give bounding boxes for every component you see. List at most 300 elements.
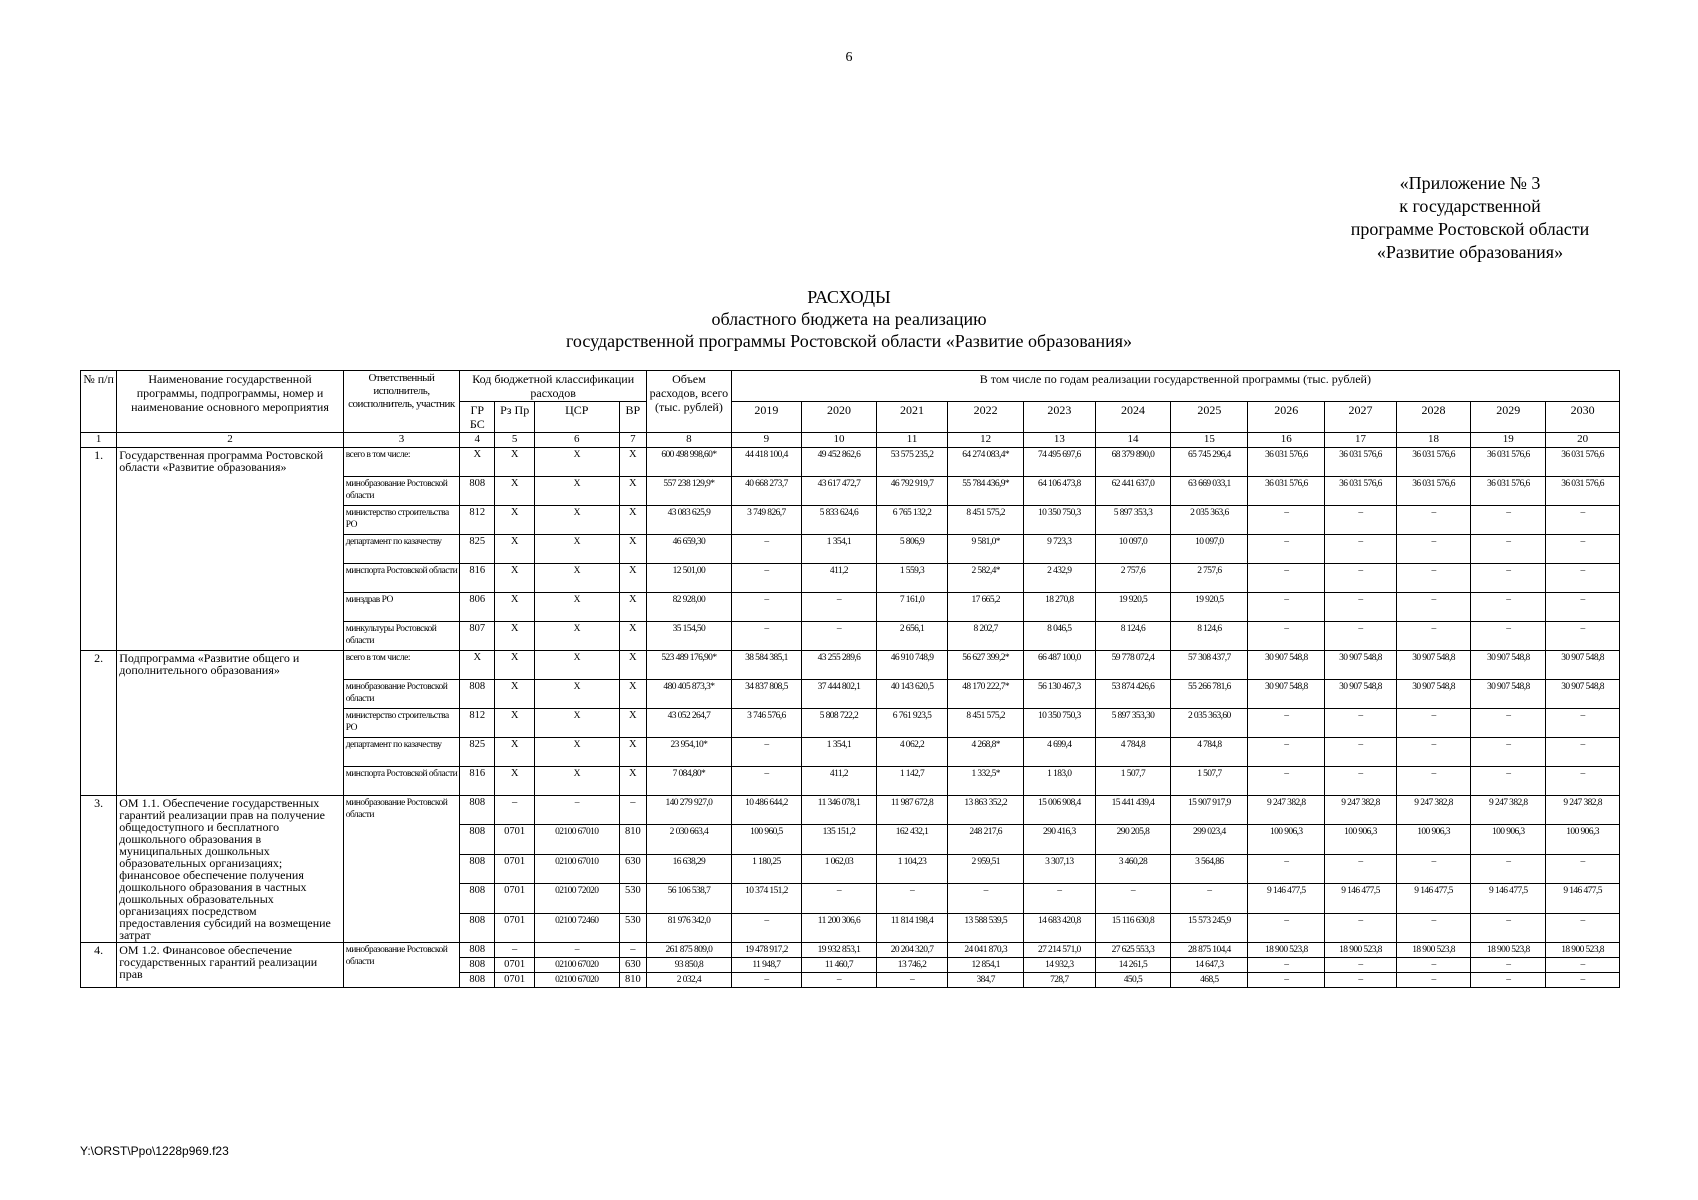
cell-year-value: 10 350 750,3: [1024, 709, 1095, 738]
cell-year-value: 9 146 477,5: [1325, 884, 1396, 913]
cell-year-value: 12 854,1: [948, 958, 1024, 973]
cell-csr: 02100 72020: [534, 884, 619, 913]
cell-year-value: –: [802, 622, 877, 651]
cell-year-value: –: [1396, 622, 1471, 651]
cell-rzpr: 0701: [495, 884, 535, 913]
header-grbs: ГР БС: [460, 402, 495, 433]
cell-year-value: 30 907 548,8: [1546, 680, 1620, 709]
row-executor: минобразование Ростовской области: [343, 943, 460, 988]
cell-year-value: 46 910 748,9: [876, 651, 947, 680]
appendix-line-4: «Развитие образования»: [1376, 242, 1564, 262]
cell-year-value: 100 906,3: [1248, 825, 1325, 854]
cell-year-value: –: [1546, 973, 1620, 988]
cell-year-value: 36 031 576,6: [1325, 448, 1396, 477]
cell-year-value: 44 418 100,4: [731, 448, 801, 477]
cell-grbs: 816: [460, 564, 495, 593]
cell-csr: 02100 67010: [534, 825, 619, 854]
cell-year-value: 11 200 306,6: [802, 913, 877, 942]
cell-year-value: 18 900 523,8: [1546, 943, 1620, 958]
column-index: 9: [731, 433, 801, 448]
cell-csr: X: [534, 477, 619, 506]
cell-year-value: 6 765 132,2: [876, 506, 947, 535]
cell-year-value: –: [1248, 535, 1325, 564]
table-row: [81, 796, 1620, 825]
cell-year-value: 8 202,7: [948, 622, 1024, 651]
cell-year-value: 55 266 781,6: [1171, 680, 1248, 709]
cell-year-value: –: [1248, 913, 1325, 942]
cell-year-value: 43 617 472,7: [802, 477, 877, 506]
cell-grbs: X: [460, 448, 495, 477]
cell-year-value: 8 046,5: [1024, 622, 1095, 651]
cell-year-value: –: [1546, 506, 1620, 535]
cell-year-value: 10 097,0: [1171, 535, 1248, 564]
cell-year-value: –: [1248, 593, 1325, 622]
cell-year-value: –: [731, 593, 801, 622]
cell-total: 140 279 927,0: [647, 796, 732, 825]
cell-year-value: –: [1396, 564, 1471, 593]
cell-rzpr: –: [495, 796, 535, 825]
cell-year-value: 9 247 382,8: [1248, 796, 1325, 825]
cell-year-value: –: [1396, 973, 1471, 988]
cell-year-value: 450,5: [1095, 973, 1171, 988]
cell-year-value: –: [1248, 506, 1325, 535]
cell-vr: X: [619, 535, 647, 564]
cell-year-value: –: [731, 535, 801, 564]
cell-year-value: 2 757,6: [1171, 564, 1248, 593]
column-index: 11: [876, 433, 947, 448]
cell-year-value: 57 308 437,7: [1171, 651, 1248, 680]
row-number: 2.: [81, 651, 117, 796]
cell-year-value: –: [1248, 738, 1325, 767]
cell-grbs: X: [460, 651, 495, 680]
cell-year-value: 290 205,8: [1095, 825, 1171, 854]
header-code-group: Код бюджетной классификации расходов: [460, 371, 647, 402]
cell-year-value: 15 116 630,8: [1095, 913, 1171, 942]
cell-year-value: –: [1325, 973, 1396, 988]
cell-year-value: 20 204 320,7: [876, 943, 947, 958]
cell-year-value: 10 097,0: [1095, 535, 1171, 564]
cell-year-value: 36 031 576,6: [1325, 477, 1396, 506]
cell-year-value: 34 837 808,5: [731, 680, 801, 709]
cell-year-value: –: [1325, 738, 1396, 767]
header-num: № п/п: [81, 371, 117, 433]
cell-year-value: –: [1248, 973, 1325, 988]
cell-csr: –: [534, 796, 619, 825]
cell-grbs: 808: [460, 958, 495, 973]
cell-total: 46 659,30: [647, 535, 732, 564]
row-executor: всего в том числе:: [343, 448, 460, 477]
column-index: 2: [117, 433, 343, 448]
cell-year-value: 74 495 697,6: [1024, 448, 1095, 477]
cell-year-value: 30 907 548,8: [1248, 651, 1325, 680]
cell-rzpr: 0701: [495, 958, 535, 973]
cell-year-value: –: [1325, 709, 1396, 738]
cell-year-value: 30 907 548,8: [1248, 680, 1325, 709]
header-executor: Ответственный исполнитель, соисполнитель, участник: [343, 371, 460, 433]
table-row: [81, 448, 1620, 477]
row-executor: департамент по казачеству: [343, 535, 460, 564]
cell-year-value: –: [1248, 958, 1325, 973]
cell-vr: 810: [619, 825, 647, 854]
column-index: 10: [802, 433, 877, 448]
cell-year-value: 5 897 353,30: [1095, 709, 1171, 738]
cell-year-value: 30 907 548,8: [1471, 680, 1546, 709]
cell-year-value: 3 460,28: [1095, 854, 1171, 883]
cell-vr: 530: [619, 884, 647, 913]
header-year: 2023: [1024, 402, 1095, 433]
cell-vr: 530: [619, 913, 647, 942]
cell-vr: X: [619, 506, 647, 535]
cell-year-value: 10 374 151,2: [731, 884, 801, 913]
cell-csr: X: [534, 651, 619, 680]
column-index: 17: [1325, 433, 1396, 448]
row-name: Подпрограмма «Развитие общего и дополнительного образования»: [117, 651, 343, 796]
cell-year-value: 411,2: [802, 564, 877, 593]
cell-year-value: 15 573 245,9: [1171, 913, 1248, 942]
cell-rzpr: X: [495, 622, 535, 651]
cell-rzpr: X: [495, 506, 535, 535]
cell-year-value: –: [948, 884, 1024, 913]
cell-year-value: –: [1095, 884, 1171, 913]
cell-csr: X: [534, 564, 619, 593]
cell-year-value: 14 261,5: [1095, 958, 1171, 973]
cell-grbs: 808: [460, 973, 495, 988]
row-executor: минкультуры Ростовской области: [343, 622, 460, 651]
cell-grbs: 825: [460, 535, 495, 564]
cell-year-value: 27 625 553,3: [1095, 943, 1171, 958]
column-index: 7: [619, 433, 647, 448]
cell-year-value: –: [1325, 913, 1396, 942]
cell-year-value: 30 907 548,8: [1471, 651, 1546, 680]
cell-year-value: 40 668 273,7: [731, 477, 801, 506]
cell-year-value: 2 432,9: [1024, 564, 1095, 593]
cell-year-value: 53 874 426,6: [1095, 680, 1171, 709]
cell-year-value: –: [1546, 593, 1620, 622]
cell-grbs: 825: [460, 738, 495, 767]
cell-rzpr: –: [495, 943, 535, 958]
cell-total: 81 976 342,0: [647, 913, 732, 942]
cell-year-value: 3 564,86: [1171, 854, 1248, 883]
cell-vr: 810: [619, 973, 647, 988]
cell-grbs: 808: [460, 854, 495, 883]
cell-year-value: –: [1396, 913, 1471, 942]
cell-year-value: 5 897 353,3: [1095, 506, 1171, 535]
cell-year-value: –: [1546, 564, 1620, 593]
cell-year-value: –: [1325, 767, 1396, 796]
cell-year-value: 15 441 439,4: [1095, 796, 1171, 825]
cell-vr: X: [619, 680, 647, 709]
cell-year-value: 1 332,5*: [948, 767, 1024, 796]
header-year: 2028: [1396, 402, 1471, 433]
file-path-footer: Y:\ORST\Ppo\1228p969.f23: [80, 1144, 229, 1158]
cell-year-value: 13 588 539,5: [948, 913, 1024, 942]
cell-csr: X: [534, 535, 619, 564]
cell-year-value: –: [1024, 884, 1095, 913]
row-executor: минспорта Ростовской области: [343, 564, 460, 593]
cell-year-value: 18 900 523,8: [1396, 943, 1471, 958]
cell-rzpr: 0701: [495, 825, 535, 854]
cell-year-value: –: [731, 738, 801, 767]
cell-csr: X: [534, 680, 619, 709]
cell-year-value: –: [1325, 535, 1396, 564]
cell-csr: X: [534, 767, 619, 796]
cell-year-value: 10 486 644,2: [731, 796, 801, 825]
cell-year-value: 1 354,1: [802, 738, 877, 767]
cell-csr: –: [534, 943, 619, 958]
cell-year-value: –: [1471, 854, 1546, 883]
cell-year-value: 37 444 802,1: [802, 680, 877, 709]
column-index: 19: [1471, 433, 1546, 448]
cell-vr: 630: [619, 854, 647, 883]
table-row: [81, 651, 1620, 680]
cell-total: 2 032,4: [647, 973, 732, 988]
header-year: 2021: [876, 402, 947, 433]
header-year: 2019: [731, 402, 801, 433]
cell-vr: X: [619, 477, 647, 506]
cell-year-value: –: [1396, 593, 1471, 622]
cell-year-value: 14 932,3: [1024, 958, 1095, 973]
cell-year-value: 18 270,8: [1024, 593, 1095, 622]
cell-year-value: 290 416,3: [1024, 825, 1095, 854]
cell-year-value: 1 104,23: [876, 854, 947, 883]
cell-year-value: 65 745 296,4: [1171, 448, 1248, 477]
cell-year-value: 14 647,3: [1171, 958, 1248, 973]
cell-year-value: 1 183,0: [1024, 767, 1095, 796]
cell-year-value: 10 350 750,3: [1024, 506, 1095, 535]
cell-year-value: –: [1546, 913, 1620, 942]
cell-year-value: 15 907 917,9: [1171, 796, 1248, 825]
header-csr: ЦСР: [534, 402, 619, 433]
cell-total: 82 928,00: [647, 593, 732, 622]
cell-year-value: –: [1471, 564, 1546, 593]
cell-year-value: –: [876, 973, 947, 988]
cell-total: 93 850,8: [647, 958, 732, 973]
cell-year-value: 36 031 576,6: [1248, 477, 1325, 506]
cell-year-value: 299 023,4: [1171, 825, 1248, 854]
cell-year-value: 59 778 072,4: [1095, 651, 1171, 680]
cell-total: 7 084,80*: [647, 767, 732, 796]
cell-year-value: 28 875 104,4: [1171, 943, 1248, 958]
cell-rzpr: X: [495, 767, 535, 796]
cell-year-value: 9 146 477,5: [1396, 884, 1471, 913]
cell-year-value: 100 960,5: [731, 825, 801, 854]
cell-rzpr: X: [495, 709, 535, 738]
cell-year-value: 9 581,0*: [948, 535, 1024, 564]
cell-grbs: 808: [460, 913, 495, 942]
cell-year-value: 2 582,4*: [948, 564, 1024, 593]
cell-year-value: 9 247 382,8: [1471, 796, 1546, 825]
cell-year-value: –: [731, 767, 801, 796]
header-rzpr: Рз Пр: [495, 402, 535, 433]
cell-year-value: 36 031 576,6: [1471, 477, 1546, 506]
cell-year-value: 5 808 722,2: [802, 709, 877, 738]
cell-year-value: 14 683 420,8: [1024, 913, 1095, 942]
cell-year-value: 30 907 548,8: [1325, 680, 1396, 709]
cell-year-value: 30 907 548,8: [1325, 651, 1396, 680]
cell-csr: X: [534, 622, 619, 651]
cell-rzpr: X: [495, 680, 535, 709]
cell-year-value: 36 031 576,6: [1248, 448, 1325, 477]
cell-rzpr: 0701: [495, 913, 535, 942]
cell-year-value: 9 247 382,8: [1396, 796, 1471, 825]
header-vr: ВР: [619, 402, 647, 433]
cell-year-value: 19 478 917,2: [731, 943, 801, 958]
cell-year-value: –: [1471, 535, 1546, 564]
cell-total: 600 498 998,60*: [647, 448, 732, 477]
cell-year-value: 11 346 078,1: [802, 796, 877, 825]
appendix-caption: [1320, 172, 1620, 264]
cell-vr: X: [619, 622, 647, 651]
column-index: 15: [1171, 433, 1248, 448]
cell-year-value: –: [1396, 709, 1471, 738]
cell-rzpr: X: [495, 593, 535, 622]
header-year: 2026: [1248, 402, 1325, 433]
cell-year-value: 46 792 919,7: [876, 477, 947, 506]
cell-year-value: 24 041 870,3: [948, 943, 1024, 958]
row-number: 3.: [81, 796, 117, 943]
cell-year-value: –: [1325, 958, 1396, 973]
header-years-group: В том числе по годам реализации государственной программы (тыс. рублей): [731, 371, 1619, 402]
column-index: 18: [1396, 433, 1471, 448]
cell-year-value: 3 749 826,7: [731, 506, 801, 535]
cell-year-value: 135 151,2: [802, 825, 877, 854]
cell-rzpr: X: [495, 564, 535, 593]
cell-year-value: 100 906,3: [1396, 825, 1471, 854]
cell-year-value: 27 214 571,0: [1024, 943, 1095, 958]
cell-year-value: 30 907 548,8: [1396, 680, 1471, 709]
cell-csr: 02100 67020: [534, 973, 619, 988]
cell-year-value: 66 487 100,0: [1024, 651, 1095, 680]
cell-year-value: 63 669 033,1: [1171, 477, 1248, 506]
cell-year-value: 11 948,7: [731, 958, 801, 973]
appendix-line-2: к государственной: [1399, 196, 1541, 216]
cell-year-value: –: [1396, 506, 1471, 535]
cell-year-value: 3 307,13: [1024, 854, 1095, 883]
cell-year-value: –: [1325, 854, 1396, 883]
cell-year-value: –: [1396, 738, 1471, 767]
cell-year-value: –: [802, 593, 877, 622]
cell-year-value: 4 268,8*: [948, 738, 1024, 767]
cell-year-value: 100 906,3: [1325, 825, 1396, 854]
header-year: 2030: [1546, 402, 1620, 433]
cell-year-value: 19 932 853,1: [802, 943, 877, 958]
cell-total: 56 106 538,7: [647, 884, 732, 913]
cell-year-value: –: [1325, 622, 1396, 651]
cell-year-value: –: [731, 564, 801, 593]
cell-rzpr: 0701: [495, 973, 535, 988]
cell-year-value: –: [1248, 709, 1325, 738]
header-year: 2025: [1171, 402, 1248, 433]
cell-year-value: 48 170 222,7*: [948, 680, 1024, 709]
cell-year-value: –: [1171, 884, 1248, 913]
cell-year-value: 19 920,5: [1095, 593, 1171, 622]
cell-year-value: 18 900 523,8: [1325, 943, 1396, 958]
column-index: 6: [534, 433, 619, 448]
cell-rzpr: X: [495, 535, 535, 564]
cell-year-value: 68 379 890,0: [1095, 448, 1171, 477]
cell-total: 261 875 809,0: [647, 943, 732, 958]
cell-year-value: –: [1325, 506, 1396, 535]
cell-year-value: 8 451 575,2: [948, 709, 1024, 738]
cell-year-value: 1 180,25: [731, 854, 801, 883]
cell-year-value: 18 900 523,8: [1248, 943, 1325, 958]
cell-year-value: 100 906,3: [1546, 825, 1620, 854]
row-executor: министерство строительства РО: [343, 506, 460, 535]
cell-year-value: 38 584 385,1: [731, 651, 801, 680]
cell-grbs: 806: [460, 593, 495, 622]
cell-year-value: 248 217,6: [948, 825, 1024, 854]
row-executor: минобразование Ростовской области: [343, 680, 460, 709]
row-executor: департамент по казачеству: [343, 738, 460, 767]
cell-year-value: 9 146 477,5: [1248, 884, 1325, 913]
cell-year-value: 5 833 624,6: [802, 506, 877, 535]
cell-year-value: 8 124,6: [1171, 622, 1248, 651]
cell-year-value: 30 907 548,8: [1396, 651, 1471, 680]
cell-year-value: –: [1471, 709, 1546, 738]
cell-grbs: 808: [460, 796, 495, 825]
cell-rzpr: X: [495, 651, 535, 680]
header-year: 2024: [1095, 402, 1171, 433]
cell-year-value: 2 035 363,60: [1171, 709, 1248, 738]
cell-year-value: 162 432,1: [876, 825, 947, 854]
page-number: 6: [845, 50, 853, 65]
cell-csr: X: [534, 593, 619, 622]
cell-year-value: –: [1471, 973, 1546, 988]
cell-year-value: 40 143 620,5: [876, 680, 947, 709]
cell-year-value: 1 142,7: [876, 767, 947, 796]
column-index: 14: [1095, 433, 1171, 448]
cell-vr: X: [619, 709, 647, 738]
cell-year-value: –: [1396, 535, 1471, 564]
cell-grbs: 812: [460, 709, 495, 738]
cell-vr: X: [619, 593, 647, 622]
cell-total: 23 954,10*: [647, 738, 732, 767]
cell-year-value: –: [1396, 854, 1471, 883]
cell-year-value: 13 746,2: [876, 958, 947, 973]
cell-total: 557 238 129,9*: [647, 477, 732, 506]
cell-vr: –: [619, 796, 647, 825]
cell-year-value: 411,2: [802, 767, 877, 796]
cell-year-value: –: [876, 884, 947, 913]
title-line-3: государственной программы Ростовской области «Развитие образования»: [566, 331, 1132, 351]
appendix-line-3: программе Ростовской области: [1350, 219, 1590, 239]
cell-year-value: –: [1546, 535, 1620, 564]
header-year: 2020: [802, 402, 877, 433]
cell-total: 43 083 625,9: [647, 506, 732, 535]
cell-total: 480 405 873,3*: [647, 680, 732, 709]
cell-year-value: 1 354,1: [802, 535, 877, 564]
column-index: 1: [81, 433, 117, 448]
cell-vr: 630: [619, 958, 647, 973]
cell-year-value: 8 451 575,2: [948, 506, 1024, 535]
cell-year-value: 4 784,8: [1095, 738, 1171, 767]
cell-grbs: 808: [460, 825, 495, 854]
cell-vr: X: [619, 767, 647, 796]
column-index: 16: [1248, 433, 1325, 448]
cell-grbs: 812: [460, 506, 495, 535]
cell-year-value: 1 507,7: [1171, 767, 1248, 796]
document-title: [0, 286, 1698, 352]
title-line-1: РАСХОДЫ: [807, 287, 891, 307]
cell-csr: X: [534, 709, 619, 738]
cell-grbs: 807: [460, 622, 495, 651]
cell-year-value: –: [1325, 564, 1396, 593]
cell-total: 35 154,50: [647, 622, 732, 651]
cell-year-value: –: [1471, 738, 1546, 767]
cell-year-value: 9 146 477,5: [1471, 884, 1546, 913]
cell-year-value: 9 146 477,5: [1546, 884, 1620, 913]
row-name: ОМ 1.1. Обеспечение государственных гарантий реализации прав на получение общедоступного и бесплатного дошкольного образования в муниципальных дошкольных образовательных организациях; финансовое обеспечение получения дошкольного образования в частных дошкольных образовательных организациях посредством предоставления субсидий на возмещение затрат: [117, 796, 343, 943]
